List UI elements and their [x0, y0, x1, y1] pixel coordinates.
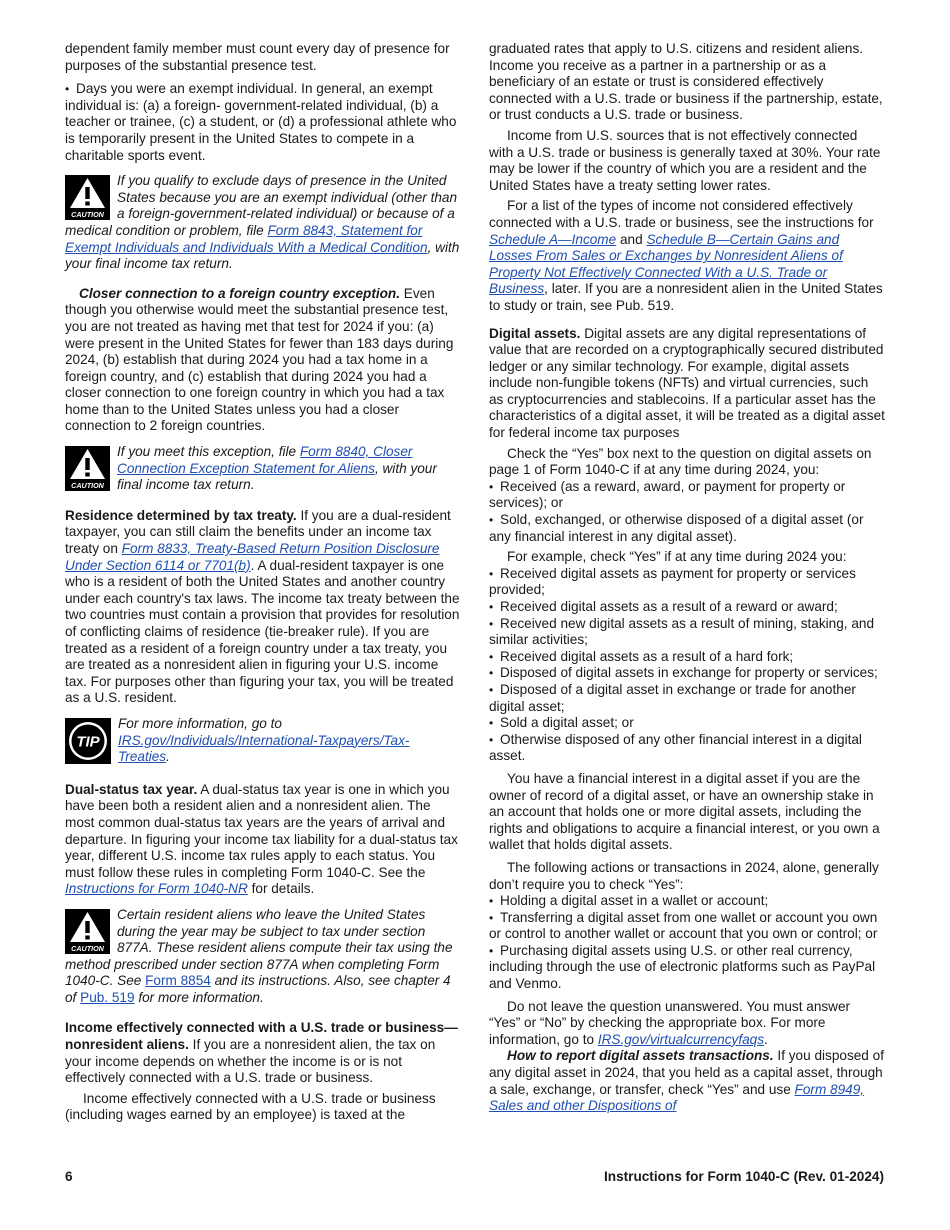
paragraph: For a list of the types of income not considered effectively connected with a U.S. trade or business, see the instructions for Schedule A—Income and Schedule B—Certain Gains and Losses From Sales or Exchanges by Nonresident Aliens of Property Not Effectively Connected With a U.S. Trade or Business, later. If you are a nonresident alien in the United States to study or train, see Pub. 519.: [489, 198, 883, 313]
svg-text:CAUTION: CAUTION: [71, 943, 104, 953]
caution-note-closer: CAUTION If you meet this exception, file Form 8840, Closer Connection Exception Statement for Aliens, with your final income tax return.: [65, 444, 461, 494]
residence-treaty-section: Residence determined by tax treaty. If you are a dual-resident taxpayer, you can still claim the benefits under an income tax treaty on Form 8833, Treaty-Based Return Position Disclosure Under Section 6114 or 7701(b). A dual-resident taxpayer is one who is a resident of both the United States and another country under each country's tax laws. The income tax treaty between the two countries must contain a provision that provides for resolution of conflicting claims of residence (tie-breaker rule). If you are treated as a resident of a foreign country under a tax treaty, you are treated as a nonresident alien in figuring your U.S. income tax. For purposes other than figuring your tax, you will be treated as a U.S. resident.: [65, 507, 460, 706]
form-8843-link[interactable]: Form 8843, Statement for Exempt Individuals and Individuals With a Medical Condition: [65, 222, 428, 255]
list-item: • Otherwise disposed of any other financial interest in a digital asset.: [489, 732, 885, 765]
virtualcurrency-faqs-link[interactable]: IRS.gov/virtualcurrencyfaqs: [597, 1031, 765, 1047]
tax-treaties-link[interactable]: IRS.gov/Individuals/International-Taxpayers/Tax-Treaties: [118, 732, 410, 765]
paragraph: graduated rates that apply to U.S. citizens and resident aliens. Income you receive as a partner in a partnership or as a beneficiary of an estate or trust is considered effectively connected with a U.S. trade or business if the partnership, estate, or trust conducts a U.S. trade or business.: [489, 41, 883, 123]
document-title: Instructions for Form 1040-C (Rev. 01-2024): [603, 1169, 884, 1184]
closer-connection-heading: Closer connection to a foreign country exception.: [79, 285, 401, 301]
list-item: • Received (as a reward, award, or payment for property or services); or: [489, 479, 885, 512]
form-8854-link[interactable]: Form 8854: [145, 973, 211, 989]
schedule-b-link[interactable]: Schedule B—Certain Gains and Losses From Sales or Exchanges by Nonresident Aliens of Property Not Effectively Connected With a U.S. Trade or Business: [489, 231, 843, 297]
paragraph: dependent family member must count every day of presence for purposes of the substantial presence test.: [65, 41, 450, 73]
dual-status-section: Dual-status tax year. A dual-status tax year is one in which you have been both a resident alien and a nonresident alien. The most common dual-status tax years are the years of arrival and departure. In figuring your income tax liability for a dual-status tax year, different U.S. income tax rules apply to each status. You must follow these rules in completing Form 1040-C. See the Instructions for Form 1040-NR for details.: [65, 781, 458, 897]
list-item: • Received new digital assets as a result of mining, staking, and similar activities;: [489, 616, 885, 649]
digital-assets-section: Digital assets. Digital assets are any digital representations of value that are recorded on a cryptographically secured distributed ledger or any similar technology. For example, digital assets include non-fungible tokens (NFTs) and virtual currencies, such as cryptocurrencies and stablecoins. If a particular asset has the characteristics of a digital asset, it will be treated as a digital asset for federal income tax purposes: [489, 325, 885, 441]
caution-icon: [65, 446, 110, 491]
right-column: [489, 41, 885, 1115]
list-item: • Transferring a digital asset from one wallet or account you own or control to another wallet or account that you own or control; or: [489, 910, 885, 943]
caution-note-exempt: CAUTION If you qualify to exclude days of presence in the United States because you are an exempt individual (other than a foreign-government-related individual) or because of a medical condition or problem, file Form 8843, Statement for Exempt Individuals and Individuals With a Medical Condition, with your final income tax return.: [65, 173, 460, 272]
dual-status-heading: Dual-status tax year.: [65, 781, 198, 797]
how-to-report-heading: How to report digital assets transactions.: [507, 1048, 774, 1064]
income-effectively-connected-heading: Income effectively connected with a U.S. trade or business—nonresident aliens.: [65, 1020, 458, 1053]
paragraph: Income effectively connected with a U.S. trade or business (including wages earned by an employee) is taxed at the: [65, 1090, 436, 1123]
list-item: • Holding a digital asset in a wallet or account;: [489, 893, 885, 910]
pub-519-link[interactable]: Pub. 519: [80, 989, 135, 1005]
caution-note-877a: CAUTION Certain resident aliens who leave the United States during the year may be subject to tax under section 877A. These resident aliens compute their tax using the method prescribed under section 877A when completing Form 1040-C. See Form 8854 and its instructions. Also, see chapter 4 of Pub. 519 for more information.: [65, 906, 453, 1005]
closer-connection-section: Closer connection to a foreign country exception. Even though you otherwise would meet the substantial presence test, you are not treated as having met that test for 2024 if you: (a) were present in the United States for fewer than 183 days during 2024, (b) establish that during 2024 you had a tax home in a foreign country, and (c) establish that during 2024 you had a closer connection to one foreign country in which you had a tax home than to the United States unless you had a closer connection to 2 foreign countries.: [65, 285, 454, 434]
form-8840-link[interactable]: Form 8840, Closer Connection Exception Statement for Aliens: [117, 444, 413, 476]
income-effectively-connected-section: Income effectively connected with a U.S. trade or business—nonresident aliens. If you are a nonresident alien, the tax on your income depends on whether the income is or is not effectively connected with a U.S. trade or business.: [65, 1020, 458, 1086]
paragraph: The following actions or transactions in 2024, alone, generally don’t require you to check “Yes”:: [489, 859, 879, 892]
list-item: • Sold, exchanged, or otherwise disposed of a digital asset (or any financial interest in any digital asset).: [489, 512, 885, 545]
paragraph: For example, check “Yes” if at any time during 2024 you:: [507, 549, 847, 565]
paragraph: Check the “Yes” box next to the question on digital assets on page 1 of Form 1040-C if at any time during 2024, you:: [489, 445, 872, 478]
digital-assets-heading: Digital assets.: [489, 325, 581, 341]
left-column: [65, 41, 461, 1131]
page-number: 6: [65, 1169, 73, 1184]
form-8833-link[interactable]: Form 8833, Treaty-Based Return Position Disclosure Under Section 6114 or 7701(b): [65, 541, 440, 573]
paragraph: Income from U.S. sources that is not effectively connected with a U.S. trade or business is generally taxed at 30%. Your rate may be lower if the country of which you are a resident and the United States have a treaty setting lower rates.: [489, 127, 881, 193]
list-item: • Disposed of a digital asset in exchange or trade for another digital asset;: [489, 682, 885, 715]
tip-note-treaties: TIP For more information, go to IRS.gov/Individuals/International-Taxpayers/Tax-Treaties.: [65, 716, 461, 766]
instructions-1040nr-link[interactable]: Instructions for Form 1040-NR: [65, 881, 248, 897]
list-item: • Received digital assets as payment for property or services provided;: [489, 566, 885, 599]
list-item: • Purchasing digital assets using U.S. or other real currency, including through the use of electronic platforms such as PayPal and Venmo.: [489, 943, 885, 993]
list-item: • Sold a digital asset; or: [489, 715, 885, 732]
tip-icon: [65, 718, 111, 764]
paragraph: You have a financial interest in a digital asset if you are the owner of record of a digital asset, or have an ownership stake in an account that holds one or more digital assets, including the rights and obligations to acquire a financial interest, or you own a wallet that holds digital assets.: [489, 770, 880, 853]
how-to-report-section: How to report digital assets transactions. If you disposed of any digital asset in 2024, that you held as a capital asset, through a sale, exchange, or transfer, check “Yes” and use Form 8949, Sales and other Dispositions of: [489, 1048, 884, 1114]
form-8949-link[interactable]: Form 8949, Sales and other Dispositions of: [489, 1081, 865, 1114]
svg-text:TIP: TIP: [76, 733, 100, 751]
bullet-exempt-individual: • Days you were an exempt individual. In general, an exempt individual is: (a) a foreign- government-related individual, (b) a teacher or trainee, (c) a student, or (d) a professional athlete who is temporarily present in the United States to compete in a charitable sports event.: [65, 81, 461, 164]
list-item: • Disposed of digital assets in exchange for property or services;: [489, 665, 885, 682]
list-item: • Received digital assets as a result of a hard fork;: [489, 649, 885, 666]
paragraph: Do not leave the question unanswered. You must answer “Yes” or “No” by checking the appropriate box. For more information, go to IRS.gov/virtualcurrencyfaqs.: [489, 998, 851, 1047]
residence-treaty-heading: Residence determined by tax treaty.: [65, 507, 297, 523]
list-item: • Received digital assets as a result of a reward or award;: [489, 599, 885, 616]
svg-text:CAUTION: CAUTION: [71, 210, 104, 220]
caution-icon: [65, 175, 110, 220]
caution-icon: [65, 909, 110, 954]
schedule-a-link[interactable]: Schedule A—Income: [489, 231, 617, 247]
svg-text:CAUTION: CAUTION: [71, 481, 104, 491]
